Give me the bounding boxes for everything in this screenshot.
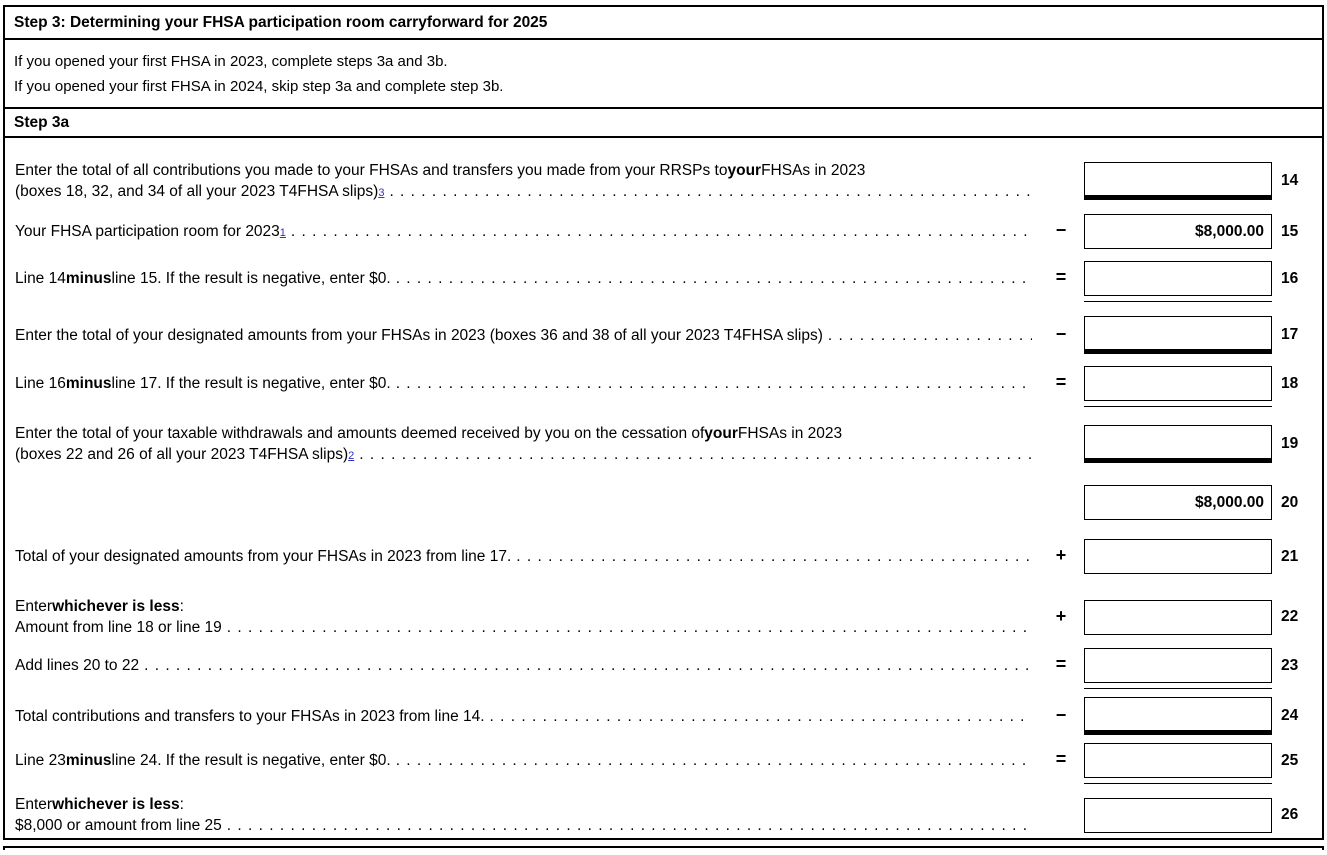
label-text: Enter bbox=[15, 796, 53, 813]
label-text: Enter the total of your designated amounts from your FHSAs in 2023 (boxes 36 and 38 of all your 2023 T4FHSA slips) bbox=[15, 326, 823, 344]
line-number: 14 bbox=[1281, 172, 1299, 189]
label-text: Add lines 20 to 22 bbox=[15, 657, 140, 674]
operator-sign: = bbox=[1055, 654, 1067, 674]
label-line bbox=[15, 815, 1038, 836]
dotted-leader bbox=[396, 750, 1032, 771]
amount-box bbox=[1084, 798, 1272, 833]
dotted-leader bbox=[227, 815, 1032, 836]
label-line bbox=[15, 160, 1038, 181]
row-label bbox=[15, 794, 1038, 836]
form-row bbox=[15, 648, 1310, 683]
line-number: 19 bbox=[1281, 435, 1299, 452]
label-line: (boxes 22 and 26 of all your 2023 T4FHSA slips) 2 . . . bbox=[15, 444, 1038, 465]
row-label bbox=[15, 373, 1038, 394]
label-line bbox=[15, 706, 1038, 727]
operator-sign: − bbox=[1055, 220, 1067, 240]
label-text: Line 14 bbox=[15, 270, 66, 287]
form-row bbox=[15, 316, 1310, 354]
line-number: 25 bbox=[1281, 751, 1299, 769]
dotted-leader bbox=[389, 181, 1032, 202]
form-row bbox=[15, 160, 1310, 202]
line-number: 26 bbox=[1281, 806, 1299, 823]
amount-input-line-23[interactable] bbox=[1084, 648, 1272, 683]
amount-input-line-16[interactable] bbox=[1084, 261, 1272, 296]
amount-box bbox=[1084, 697, 1272, 735]
step3-title: Step 3: Determining your FHSA participation room carryforward for 2025 bbox=[14, 13, 548, 31]
label-line: (boxes 18, 32, and 34 of all your 2023 T4FHSA slips) 3 . . . bbox=[15, 181, 1038, 202]
label-text-bold: whichever is less bbox=[52, 796, 180, 813]
amount-input-line-17[interactable] bbox=[1084, 316, 1272, 354]
row-label bbox=[15, 325, 1038, 346]
amount-input-line-18[interactable] bbox=[1084, 366, 1272, 401]
line-number: 20 bbox=[1281, 493, 1299, 511]
amount-input-line-14[interactable] bbox=[1084, 162, 1272, 200]
line-number: 24 bbox=[1281, 707, 1299, 724]
row-label bbox=[15, 706, 1038, 727]
label-text: : bbox=[179, 598, 184, 615]
label-text: Total of your designated amounts from your FHSAs in 2023 from line 17. bbox=[15, 548, 512, 565]
amount-box bbox=[1084, 316, 1272, 354]
label-line bbox=[15, 655, 1038, 676]
label-text: Enter bbox=[15, 598, 53, 615]
operator-sign: − bbox=[1055, 323, 1067, 344]
amount-input-line-24[interactable] bbox=[1084, 697, 1272, 735]
label-text: Line 23 bbox=[15, 752, 66, 769]
label-line: Your FHSA participation room for 2023 1 . . . bbox=[15, 221, 1038, 242]
row-label bbox=[15, 596, 1038, 638]
amount-box bbox=[1084, 539, 1272, 574]
form-row bbox=[15, 423, 1310, 465]
amount-box bbox=[1084, 261, 1272, 296]
dotted-leader bbox=[396, 373, 1032, 394]
label-text: (boxes 22 and 26 of all your 2023 T4FHSA slips) bbox=[15, 446, 349, 463]
form-row bbox=[15, 485, 1310, 520]
label-line bbox=[15, 268, 1038, 289]
intro-line-2023: If you opened your first FHSA in 2023, complete steps 3a and 3b. bbox=[14, 53, 448, 70]
form-row bbox=[15, 596, 1310, 638]
form-row bbox=[15, 794, 1310, 836]
amount-box bbox=[1084, 214, 1272, 249]
form-row bbox=[15, 697, 1310, 735]
form-row bbox=[15, 539, 1310, 574]
label-text: Amount from line 18 or line 19 bbox=[15, 619, 222, 636]
dotted-leader bbox=[396, 268, 1032, 289]
label-line bbox=[15, 617, 1038, 638]
form-row bbox=[15, 261, 1310, 296]
label-text: (boxes 18, 32, and 34 of all your 2023 T4FHSA slips) bbox=[15, 183, 379, 200]
amount-input-line-26[interactable] bbox=[1084, 798, 1272, 833]
amount-box bbox=[1084, 162, 1272, 200]
operator-sign: = bbox=[1055, 267, 1067, 287]
row-label bbox=[15, 546, 1038, 567]
dotted-leader bbox=[516, 546, 1032, 567]
row-label bbox=[15, 268, 1038, 289]
label-text-bold: your bbox=[704, 425, 738, 442]
line-number: 21 bbox=[1281, 547, 1299, 565]
operator-sign: + bbox=[1055, 545, 1067, 565]
label-line bbox=[15, 325, 1038, 346]
amount-box bbox=[1084, 425, 1272, 463]
label-text-bold: your bbox=[727, 162, 762, 179]
amount-input-line-19[interactable] bbox=[1084, 425, 1272, 463]
label-text: FHSAs in 2023 bbox=[737, 425, 843, 442]
dotted-leader bbox=[828, 325, 1032, 346]
form-row bbox=[15, 743, 1310, 778]
line-number: 15 bbox=[1281, 222, 1299, 240]
operator-sign: = bbox=[1055, 749, 1067, 769]
row-label bbox=[15, 750, 1038, 771]
amount-input-line-21[interactable] bbox=[1084, 539, 1272, 574]
dotted-leader bbox=[144, 655, 1032, 676]
amount-box bbox=[1084, 648, 1272, 683]
label-text: line 15. If the result is negative, enter $0. bbox=[111, 270, 391, 287]
amount-box bbox=[1084, 600, 1272, 635]
intro-section bbox=[3, 38, 1324, 109]
label-text: line 17. If the result is negative, enter $0. bbox=[111, 375, 391, 392]
label-line bbox=[15, 794, 1038, 815]
label-text: Enter the total of all contributions you made to your FHSAs and transfers you made from your RRSPs to bbox=[15, 162, 728, 179]
label-text: $8,000 or amount from line 25 bbox=[15, 817, 222, 834]
intro-line-2024: If you opened your first FHSA in 2024, skip step 3a and complete step 3b. bbox=[14, 78, 504, 95]
label-text-bold: whichever is less bbox=[52, 598, 180, 615]
row-label bbox=[15, 423, 1038, 465]
operator-sign: + bbox=[1055, 605, 1067, 626]
line-number: 17 bbox=[1281, 326, 1299, 343]
amount-input-line-22[interactable] bbox=[1084, 600, 1272, 635]
label-line bbox=[15, 373, 1038, 394]
label-text-bold: minus bbox=[65, 270, 112, 287]
step3a-header bbox=[3, 107, 1324, 138]
amount-box bbox=[1084, 485, 1272, 520]
line-number: 23 bbox=[1281, 656, 1299, 674]
operator-sign: − bbox=[1055, 704, 1067, 725]
operator-sign bbox=[1038, 814, 1084, 816]
label-text: : bbox=[179, 796, 184, 813]
operator-sign: = bbox=[1055, 372, 1067, 392]
label-line bbox=[15, 750, 1038, 771]
amount-input-line-25[interactable] bbox=[1084, 743, 1272, 778]
label-line bbox=[15, 596, 1038, 617]
form-row bbox=[15, 366, 1310, 401]
row-label bbox=[15, 655, 1038, 676]
step3a-title: Step 3a bbox=[14, 113, 70, 131]
label-line bbox=[15, 546, 1038, 567]
fhsa-form-page bbox=[3, 5, 1324, 850]
amount-box bbox=[1084, 366, 1272, 401]
label-text-bold: minus bbox=[65, 375, 112, 392]
row-label bbox=[15, 221, 1038, 242]
dotted-leader bbox=[490, 706, 1032, 727]
label-text: Your FHSA participation room for 2023 bbox=[15, 223, 280, 240]
label-text-bold: minus bbox=[65, 752, 112, 769]
dotted-leader bbox=[359, 444, 1032, 465]
operator-sign bbox=[1038, 502, 1084, 504]
label-text: Line 16 bbox=[15, 375, 66, 392]
dotted-leader bbox=[227, 617, 1032, 638]
step3-header bbox=[3, 5, 1324, 40]
label-text: line 24. If the result is negative, enter $0. bbox=[111, 752, 391, 769]
line-number: 16 bbox=[1281, 269, 1299, 287]
line-number: 22 bbox=[1281, 608, 1299, 625]
label-line bbox=[15, 423, 1038, 444]
amount-input-line-20[interactable] bbox=[1084, 485, 1272, 520]
operator-sign bbox=[1038, 443, 1084, 445]
next-section-top-edge bbox=[3, 846, 1324, 850]
amount-input-line-15[interactable] bbox=[1084, 214, 1272, 249]
amount-box bbox=[1084, 743, 1272, 778]
label-text: FHSAs in 2023 bbox=[761, 162, 866, 179]
form-row bbox=[15, 214, 1310, 249]
label-text: Enter the total of your taxable withdrawals and amounts deemed received by you on the cessation of bbox=[15, 425, 705, 442]
operator-sign bbox=[1038, 180, 1084, 182]
label-text: Total contributions and transfers to your FHSAs in 2023 from line 14. bbox=[15, 707, 485, 725]
row-label bbox=[15, 160, 1038, 202]
step3a-form bbox=[3, 136, 1324, 840]
dotted-leader bbox=[291, 221, 1032, 242]
line-number: 18 bbox=[1281, 374, 1299, 392]
